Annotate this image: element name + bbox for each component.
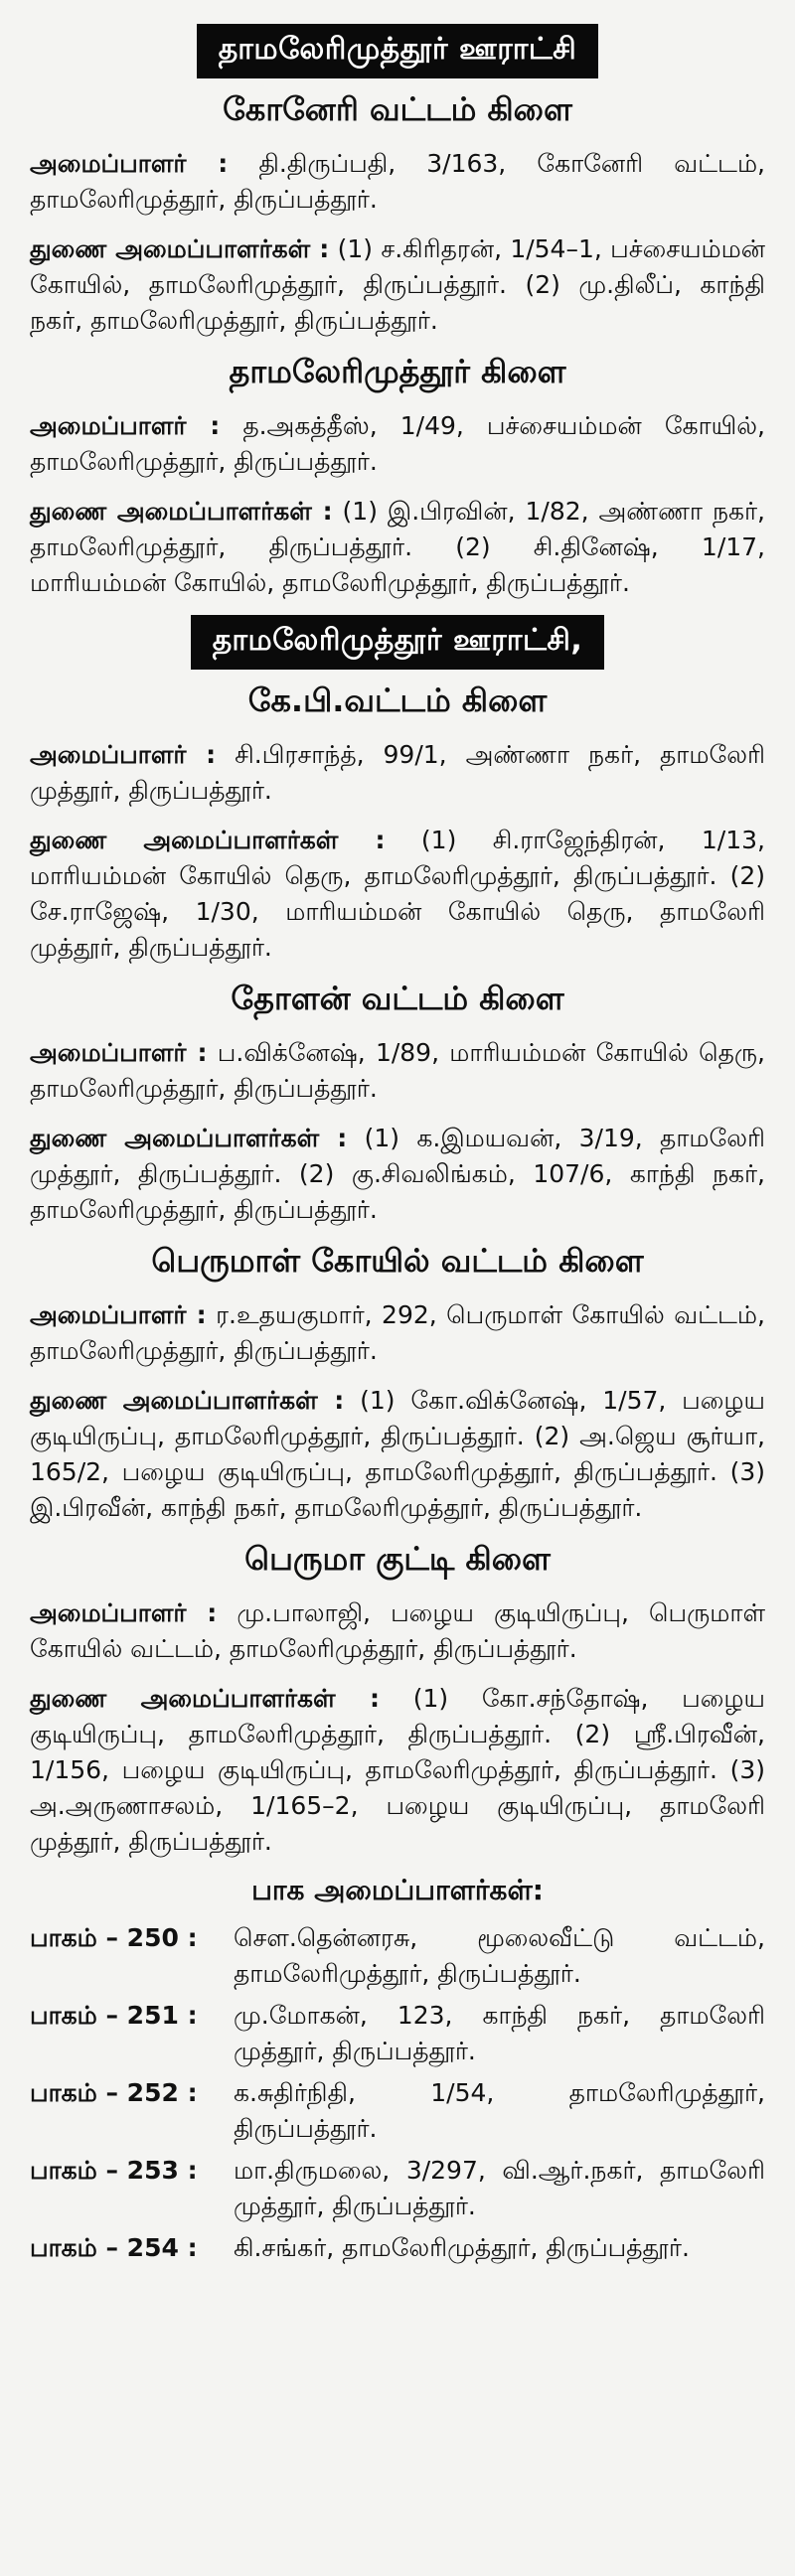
organizer-text: மு.பாலாஜி, பழைய குடியிருப்பு, பெருமாள் கோயில் வட்டம், தாமலேரிமுத்தூர், திருப்பத்தூர். <box>30 1598 765 1663</box>
booth-organizers-title: பாக அமைப்பாளர்கள்: <box>251 1874 544 1906</box>
booth-number: பாகம் – 253 : <box>30 2156 198 2185</box>
organizer-text: தி.திருப்பதி, 3/163, கோனேரி வட்டம், தாமலேரிமுத்தூர், திருப்பத்தூர். <box>30 149 766 214</box>
branch-section <box>30 682 765 966</box>
deputy-text: (1) ச.கிரிதரன், 1/54–1, பச்சையம்மன் கோயில், தாமலேரிமுத்தூர், திருப்பத்தூர். (2) மு.திலீப், காந்தி நகர், தாமலேரிமுத்தூர், திருப்பத்தூர். <box>30 234 765 335</box>
organizer-text: த.அகத்தீஸ், 1/49, பச்சையம்மன் கோயில், தாமலேரிமுத்தூர், திருப்பத்தூர். <box>30 411 765 476</box>
branch-title: பெருமா குட்டி கிளை <box>244 1540 551 1578</box>
panchayat-banner-2: தாமலேரிமுத்தூர் ஊராட்சி, <box>191 615 604 670</box>
organizer-label: அமைப்பாளர் : <box>30 149 229 178</box>
organizer-label: அமைப்பாளர் : <box>30 1300 207 1329</box>
branch-section <box>30 353 765 601</box>
deputy-entry <box>30 231 765 339</box>
booth-organizers <box>30 1874 765 2266</box>
branch-section <box>30 1242 765 1526</box>
booth-number: பாகம் – 254 : <box>30 2233 198 2262</box>
organizer-label: அமைப்பாளர் : <box>30 1598 218 1627</box>
booth-row <box>30 1998 765 2069</box>
deputy-entry <box>30 1681 765 1860</box>
booth-organizer: கி.சங்கர், தாமலேரிமுத்தூர், திருப்பத்தூர். <box>234 2233 690 2262</box>
deputy-label: துணை அமைப்பாளர்கள் : <box>30 1684 381 1713</box>
booth-row <box>30 1920 765 1992</box>
organizer-entry <box>30 1595 765 1667</box>
deputy-label: துணை அமைப்பாளர்கள் : <box>30 1386 345 1415</box>
banner-wrap-1 <box>30 24 765 78</box>
organizer-entry <box>30 408 765 480</box>
deputy-text: (1) க.இமயவன், 3/19, தாமலேரி முத்தூர், திருப்பத்தூர். (2) கு.சிவலிங்கம், 107/6, காந்தி நகர், தாமலேரிமுத்தூர், திருப்பத்தூர். <box>30 1124 765 1224</box>
deputy-label: துணை அமைப்பாளர்கள் : <box>30 497 333 526</box>
branch-section <box>30 90 765 339</box>
booth-organizer: மா.திருமலை, 3/297, வி.ஆர்.நகர், தாமலேரி முத்தூர், திருப்பத்தூர். <box>234 2156 765 2220</box>
deputy-entry <box>30 1383 765 1526</box>
booth-organizer: மு.மோகன், 123, காந்தி நகர், தாமலேரி முத்தூர், திருப்பத்தூர். <box>234 2001 765 2065</box>
organizer-text: ப.விக்னேஷ், 1/89, மாரியம்மன் கோயில் தெரு, தாமலேரிமுத்தூர், திருப்பத்தூர். <box>30 1038 765 1103</box>
deputy-text: (1) கோ.விக்னேஷ், 1/57, பழைய குடியிருப்பு, தாமலேரிமுத்தூர், திருப்பத்தூர். (2) அ.ஜெய சூர்யா, 165/2, பழைய குடியிருப்பு, தாமலேரிமுத்தூர், திருப்பத்தூர். (3) இ.பிரவீன், காந்தி நகர், தாமலேரிமுத்தூர், திருப்பத்தூர். <box>30 1386 765 1522</box>
organizer-entry <box>30 737 765 809</box>
deputy-label: துணை அமைப்பாளர்கள் : <box>30 826 386 854</box>
organizer-entry <box>30 1297 765 1369</box>
branch-title: தாமலேரிமுத்தூர் கிளை <box>229 353 566 390</box>
booth-row <box>30 2153 765 2224</box>
branch-title: பெருமாள் கோயில் வட்டம் கிளை <box>151 1242 644 1280</box>
organizer-text: சி.பிரசாந்த், 99/1, அண்ணா நகர், தாமலேரி முத்தூர், திருப்பத்தூர். <box>30 740 765 805</box>
deputy-entry <box>30 494 765 601</box>
branch-section <box>30 980 765 1228</box>
booth-row <box>30 2075 765 2147</box>
deputy-text: (1) கோ.சந்தோஷ், பழைய குடியிருப்பு, தாமலேரிமுத்தூர், திருப்பத்தூர். (2) ஸ்ரீ.பிரவீன், 1/156, பழைய குடியிருப்பு, தாமலேரிமுத்தூர், திருப்பத்தூர். (3) அ.அருணாசலம், 1/165–2, பழைய குடியிருப்பு, தாமலேரி முத்தூர், திருப்பத்தூர். <box>30 1684 765 1856</box>
branch-title: கே.பி.வட்டம் கிளை <box>247 682 548 719</box>
booth-organizer: சௌ.தென்னரசு, மூலைவீட்டு வட்டம், தாமலேரிமுத்தூர், திருப்பத்தூர். <box>234 1923 765 1988</box>
deputy-label: துணை அமைப்பாளர்கள் : <box>30 234 330 263</box>
deputy-entry <box>30 1121 765 1228</box>
deputy-entry <box>30 823 765 966</box>
booth-organizer: க.சுதிர்நிதி, 1/54, தாமலேரிமுத்தூர், திருப்பத்தூர். <box>234 2078 765 2143</box>
branch-title: கோனேரி வட்டம் கிளை <box>223 90 572 128</box>
organizer-entry <box>30 146 765 218</box>
booth-number: பாகம் – 252 : <box>30 2078 198 2107</box>
deputy-label: துணை அமைப்பாளர்கள் : <box>30 1124 348 1152</box>
branch-section <box>30 1540 765 1860</box>
organizer-entry <box>30 1035 765 1107</box>
booth-row <box>30 2230 765 2266</box>
organizer-label: அமைப்பாளர் : <box>30 411 221 440</box>
deputy-text: (1) இ.பிரவின், 1/82, அண்ணா நகர், தாமலேரிமுத்தூர், திருப்பத்தூர். (2) சி.தினேஷ், 1/17, மாரியம்மன் கோயில், தாமலேரிமுத்தூர், திருப்பத்தூர். <box>30 497 765 597</box>
banner-wrap-2 <box>30 615 765 670</box>
branch-title: தோளன் வட்டம் கிளை <box>231 980 564 1017</box>
organizer-label: அமைப்பாளர் : <box>30 1038 208 1067</box>
booth-number: பாகம் – 251 : <box>30 2001 198 2030</box>
organizer-label: அமைப்பாளர் : <box>30 740 217 769</box>
organizer-text: ர.உதயகுமார், 292, பெருமாள் கோயில் வட்டம், தாமலேரிமுத்தூர், திருப்பத்தூர். <box>30 1300 765 1365</box>
booth-number: பாகம் – 250 : <box>30 1923 198 1952</box>
panchayat-banner-1: தாமலேரிமுத்தூர் ஊராட்சி <box>197 24 599 78</box>
deputy-text: (1) சி.ராஜேந்திரன், 1/13, மாரியம்மன் கோயில் தெரு, தாமலேரிமுத்தூர், திருப்பத்தூர். (2) சே.ராஜேஷ், 1/30, மாரியம்மன் கோயில் தெரு, தாமலேரி முத்தூர், திருப்பத்தூர். <box>30 826 765 962</box>
